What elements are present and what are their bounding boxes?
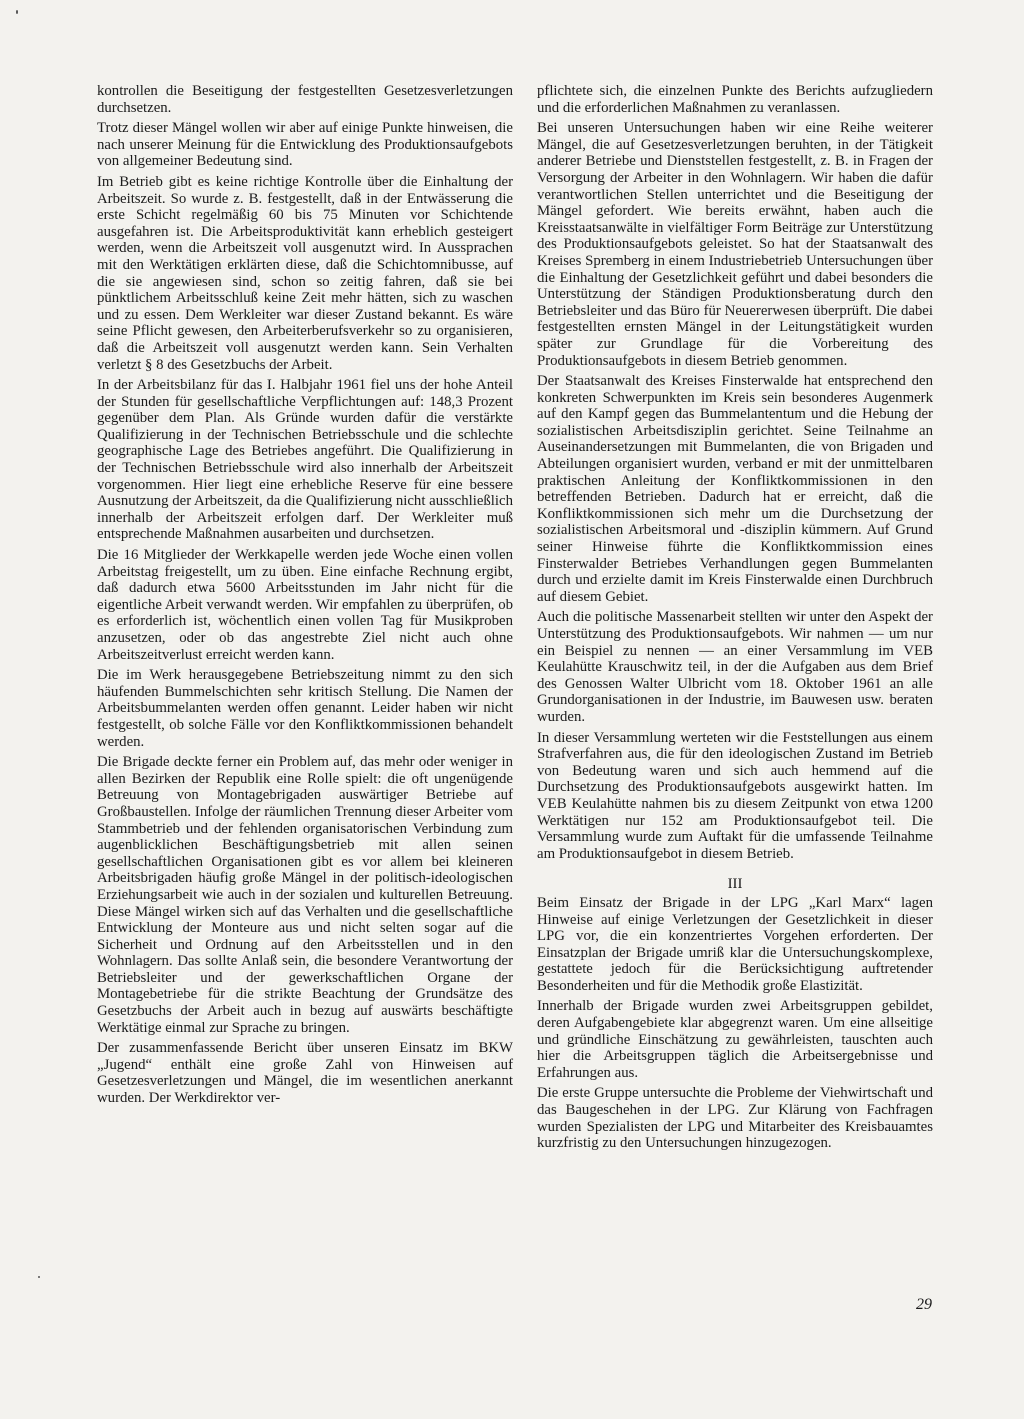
scan-speck xyxy=(38,1276,40,1278)
paragraph: Die Brigade deckte ferner ein Problem auf, das mehr oder weniger in allen Bezirken der Republik eine Rolle spielt: die oft ungenügende Betreuung von Montagebrigaden auswärtiger Betriebe auf Großbaustellen. Infolge der räumlichen Trennung dieser Arbeiter vom Stammbetrieb und der fehlenden organisatorischen Verbindung zum augenblicklichen Beschäftigungsbetrieb mit allen seinen gesellschaftlichen Organisationen gibt es vor allem bei kleineren Arbeitsbrigaden häufig große Mängel in der politisch-ideologischen Erziehungsarbeit wie auch in der sozialen und kulturellen Betreuung. Diese Mängel wirken sich auf das Verhalten und die gesellschaftliche Entwicklung der Monteure aus und nicht selten sogar auf die Sicherheit und Ordnung auf den Arbeitsstellen und in den Wohnlagern. Das sollte Anlaß sein, die besondere Verantwortung der Betriebsleiter und der gewerkschaftlichen Organe der Montagebetriebe für die strikte Beachtung der Grundsätze des Gesetzbuchs der Arbeit auch in bezug auf auswärts beschäftigte Werktätige einmal zur Sprache zu bringen. xyxy=(97,754,513,1036)
paragraph: Innerhalb der Brigade wurden zwei Arbeitsgruppen gebildet, deren Aufgabengebiete klar abgegrenzt waren. Um eine allseitige und gründliche Einschätzung zu gewährleisten, tauschten auch hier die Arbeitsgruppen täglich die Arbeitsergebnisse und Erfahrungen aus. xyxy=(537,998,933,1081)
section-heading: III xyxy=(727,876,743,893)
left-column xyxy=(97,83,513,1111)
paragraph: Der Staatsanwalt des Kreises Finsterwalde hat entsprechend den konkreten Schwerpunkten im Kreis sein besonderes Augenmerk auf den Kampf gegen das Bummelantentum und die Hebung der sozialistischen Arbeitsdisziplin gerichtet. Seine Teilnahme an Auseinandersetzungen mit Bummelanten, die von Brigaden und Abteilungen organisiert wurden, verband er mit der unmittelbaren praktischen Anleitung der Konfliktkommissionen in den betreffenden Betrieben. Dadurch hat er erreicht, daß die Konfliktkommissionen sich mehr um die Durchsetzung der sozialistischen Arbeitsmoral und -disziplin kümmern. Auf Grund seiner Hinweise führte die Konfliktkommission eines Finsterwalder Betriebes Verhandlungen gegen Bummelanten durch und erzielte damit im Kreis Finsterwalde einen Durchbruch auf diesem Gebiet. xyxy=(537,373,933,605)
paragraph: Die im Werk herausgegebene Betriebszeitung nimmt zu den sich häufenden Bummelschichten sehr kritisch Stellung. Die Namen der Arbeitsbummelanten werden offen genannt. Leider haben wir nicht festgestellt, ob solche Fälle vor den Konfliktkommissionen behandelt werden. xyxy=(97,667,513,750)
paragraph: Bei unseren Untersuchungen haben wir eine Reihe weiterer Mängel, die auf Gesetzesverletzungen beruhten, in der Tätigkeit anderer Betriebe und Dienststellen festgestellt, z. B. in Fragen der Versorgung der Arbeiter in den Wohnlagern. Wir haben die dafür verantwortlichen Stellen unterrichtet und die Beseitigung der Mängel gefordert. Wie bereits erwähnt, haben auch die Kreisstaatsanwälte in vielfältiger Form Beiträge zur Unterstützung des Produktionsaufgebots geleistet. So hat der Staatsanwalt des Kreises Spremberg in einem Industriebetrieb Untersuchungen über die Einhaltung der Gesetzlichkeit geführt und dabei besonders die Unterstützung der Ständigen Produktionsberatung durch den Betriebsleiter und das Büro für Neuererwesen überprüft. Die dabei festgestellten ernsten Mängel in der Leitungstätigkeit wurden später zur Grundlage für die Vorbereitung des Produktionsaufgebots in diesem Betrieb genommen. xyxy=(537,120,933,369)
paragraph: Der zusammenfassende Bericht über unseren Einsatz im BKW „Jugend“ enthält eine große Zahl von Hinweisen auf Gesetzesverletzungen und Mängel, die im wesentlichen anerkannt wurden. Der Werkdirektor ver- xyxy=(97,1040,513,1107)
right-column xyxy=(537,83,933,1156)
paragraph: Beim Einsatz der Brigade in der LPG „Karl Marx“ lagen Hinweise auf einige Verletzungen der Gesetzlichkeit in dieser LPG vor, die ein konzentriertes Vorgehen erforderten. Der Einsatzplan der Brigade umriß klar die Untersuchungskomplexe, gestattete jedoch für die Berücksichtigung auftretender Besonderheiten und für die Methodik große Elastizität. xyxy=(537,894,933,994)
paragraph: Trotz dieser Mängel wollen wir aber auf einige Punkte hinweisen, die nach unserer Meinung für die Entwicklung des Produktionsaufgebots von allgemeiner Bedeutung sind. xyxy=(97,120,513,170)
scan-speck xyxy=(16,10,18,14)
paragraph: Im Betrieb gibt es keine richtige Kontrolle über die Einhaltung der Arbeitszeit. So wurde z. B. festgestellt, daß in der Entwässerung die erste Schicht regelmäßig 60 bis 75 Minuten vor Schichtende ausgefahren ist. Die Arbeitsproduktivität kann erheblich gesteigert werden, wenn die Arbeitszeit voll ausgenutzt wird. In Aussprachen mit den Werktätigen erklärten diese, daß die Schichtomnibusse, auf die sie angewiesen sind, schon so zeitig fahren, daß sie bei pünktlichem Arbeitsschluß keine Zeit mehr hätten, sich zu waschen und zu essen. Dem Werkleiter war dieser Zustand bekannt. Es wäre seine Pflicht gewesen, den Arbeiterberufsverkehr so zu organisieren, daß die Arbeitszeit voll ausgenutzt werden kann. Sein Verhalten verletzt § 8 des Gesetzbuchs der Arbeit. xyxy=(97,173,513,373)
paragraph: pflichtete sich, die einzelnen Punkte des Berichts aufzugliedern und die erforderlichen Maßnahmen zu veranlassen. xyxy=(537,83,933,116)
paragraph: In dieser Versammlung werteten wir die Feststellungen aus einem Strafverfahren aus, die für den ideologischen Zustand im Betrieb von Bedeutung waren und sich auch hemmend auf die Durchsetzung des Produktionsaufgebots ausgewirkt hatten. Im VEB Keulahütte nahmen bis zu diesem Zeitpunkt von etwa 1200 Werktätigen nur 152 am Produktionsaufgebot teil. Die Versammlung wurde zum Auftakt für die umfassende Teilnahme am Produktionsaufgebot in diesem Betrieb. xyxy=(537,729,933,862)
paragraph: Die 16 Mitglieder der Werkkapelle werden jede Woche einen vollen Arbeitstag freigestellt, um zu üben. Eine einfache Rechnung ergibt, daß dadurch etwa 5600 Arbeitsstunden im Jahr nicht für die eigentliche Arbeit verwandt werden. Wir empfahlen zu überprüfen, ob es erforderlich ist, wöchentlich einen vollen Tag für Musikproben anzusetzen, oder ob das angestrebte Ziel nicht auch ohne Arbeitszeitverlust erreicht werden kann. xyxy=(97,547,513,663)
paragraph: Auch die politische Massenarbeit stellten wir unter den Aspekt der Unterstützung des Produktionsaufgebots. Wir nahmen — um nur ein Beispiel zu nennen — an einer Versammlung im VEB Keulahütte Krauschwitz teil, in der die Aufgaben aus dem Brief des Genossen Walter Ulbricht vom 18. Oktober 1961 an alle Grundorganisationen in der Industrie, im Bauwesen usw. beraten wurden. xyxy=(537,609,933,725)
paragraph: kontrollen die Beseitigung der festgestellten Gesetzesverletzungen durchsetzen. xyxy=(97,83,513,116)
page-number: 29 xyxy=(916,1296,932,1313)
paragraph: In der Arbeitsbilanz für das I. Halbjahr 1961 fiel uns der hohe Anteil der Stunden für gesellschaftliche Verpflichtungen auf: 148,3 Prozent gegenüber dem Plan. Als Gründe wurden dafür die verstärkte Qualifizierung in der Technischen Betriebsschule und die schlechte geographische Lage des Betriebes angeführt. Die Qualifizierung in der Technischen Betriebsschule wird also innerhalb der Arbeitszeit vorgenommen. Hier liegt eine erhebliche Reserve für eine bessere Ausnutzung der Arbeitszeit, da die Qualifizierung nicht ausschließlich innerhalb der Arbeitszeit erfolgen darf. Der Werkleiter muß entsprechende Maßnahmen ausarbeiten und durchsetzen. xyxy=(97,377,513,543)
paragraph: Die erste Gruppe untersuchte die Probleme der Viehwirtschaft und das Baugeschehen in der LPG. Zur Klärung von Fachfragen wurden Spezialisten der LPG und Mitarbeiter des Kreisbauamtes kurzfristig zu den Untersuchungen hinzugezogen. xyxy=(537,1085,933,1152)
